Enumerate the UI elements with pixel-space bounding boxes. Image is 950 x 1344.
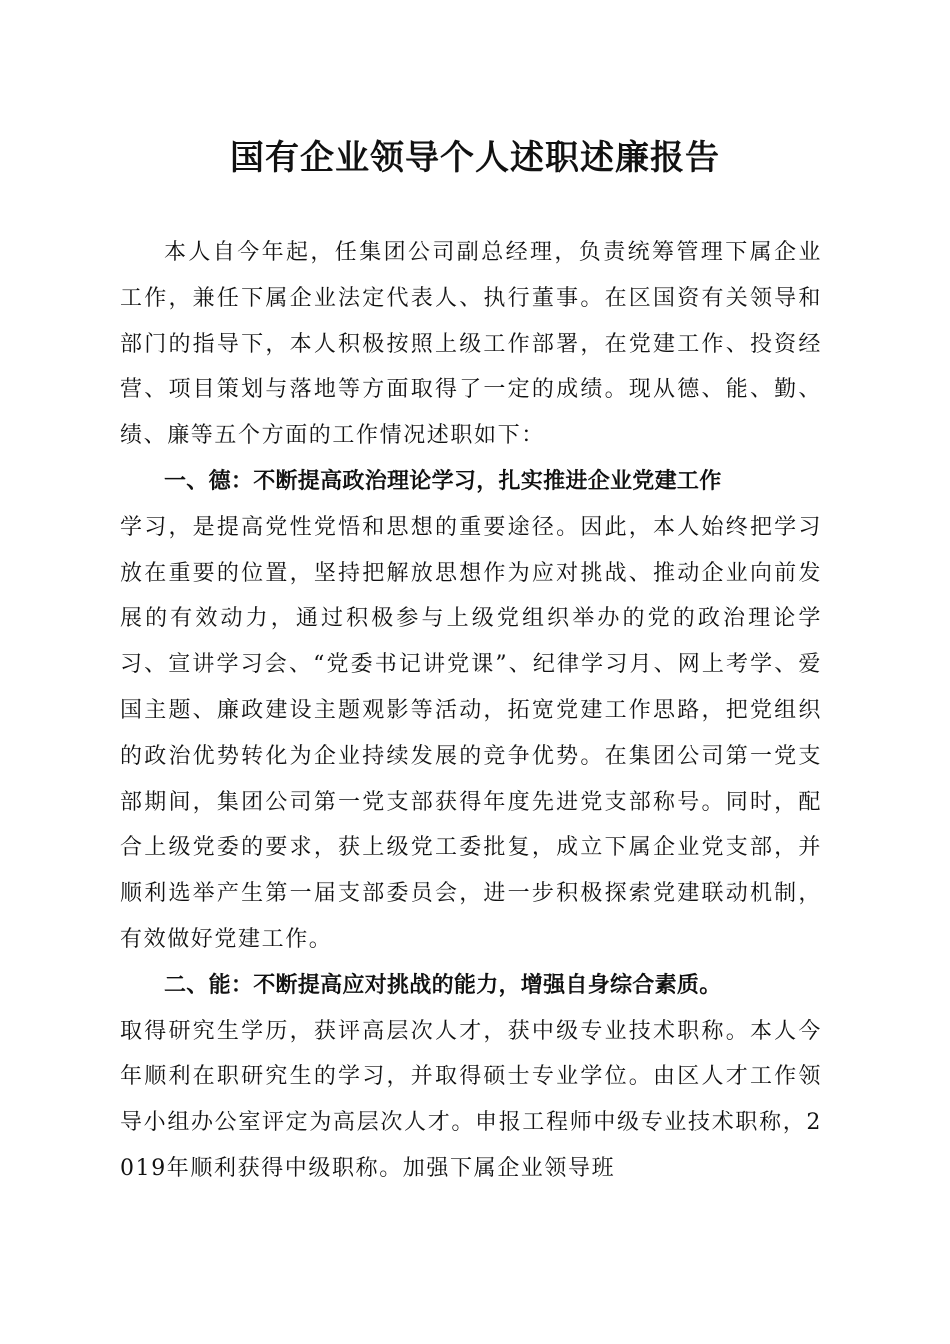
section-2-heading: 二、能：不断提高应对挑战的能力，增强自身综合素质。 xyxy=(164,972,722,998)
document-title: 国有企业领导个人述职述廉报告 xyxy=(230,138,720,178)
section-1-paragraph: 学习，是提高党性党悟和思想的重要途径。因此，本人始终把学习放在重要的位置，坚持把解放思想作为应对挑战、推动企业向前发展的有效动力，通过积极参与上级党组织举办的党的政治理论学习、宣讲学习会、“党委书记讲党课”、纪律学习月、网上考学、爱国主题、廉政建设主题观影等活动，拓宽党建工作思路，把党组织的政治优势转化为企业持续发展的竞争优势。在集团公司第一党支部期间，集团公司第一党支部获得年度先进党支部称号。同时，配合上级党委的要求，获上级党工委批复，成立下属企业党支部，并顺利选举产生第一届支部委员会，进一步积极探索党建联动机制，有效做好党建工作。 xyxy=(120,514,822,952)
document-body xyxy=(120,230,822,1192)
section-2-paragraph: 取得研究生学历，获评高层次人才，获中级专业技术职称。本人今年顺利在职研究生的学习，并取得硕士专业学位。由区人才工作领导小组办公室评定为高层次人才。申报工程师中级专业技术职称，2019年顺利获得中级职称。加强下属企业领导班 xyxy=(120,1018,822,1181)
section-1-heading: 一、德：不断提高政治理论学习，扎实推进企业党建工作 xyxy=(164,468,722,494)
intro-paragraph: 本人自今年起，任集团公司副总经理，负责统筹管理下属企业工作，兼任下属企业法定代表人、执行董事。在区国资有关领导和部门的指导下，本人积极按照上级工作部署，在党建工作、投资经营、项目策划与落地等方面取得了一定的成绩。现从德、能、勤、绩、廉等五个方面的工作情况述职如下： xyxy=(120,240,822,449)
